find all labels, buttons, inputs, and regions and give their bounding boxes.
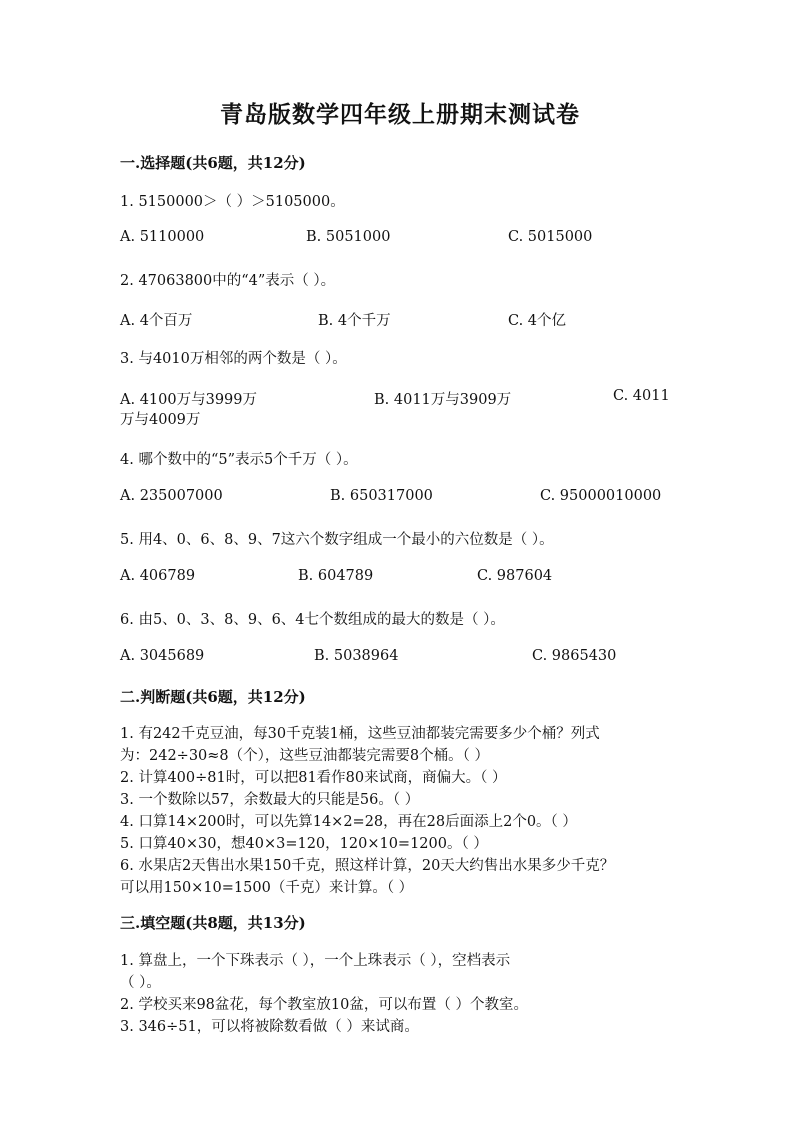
question-2-stem: 2. 47063800中的“4”表示（ ）。 xyxy=(120,273,336,289)
question-6-option-c: C. 9865430 xyxy=(532,648,617,664)
page-title: 青岛版数学四年级上册期末测试卷 xyxy=(220,101,580,128)
question-3-option-c-continued: 万与4009万 xyxy=(120,412,201,428)
question-4-option-a: A. 235007000 xyxy=(120,488,223,504)
fill-blank-line: 3. 346÷51，可以将被除数看做（ ）来试商。 xyxy=(120,1019,419,1035)
question-5-option-c: C. 987604 xyxy=(477,568,553,584)
question-5-stem: 5. 用4、0、6、8、9、7这六个数字组成一个最小的六位数是（ ）。 xyxy=(120,532,554,548)
question-2-option-a: A. 4个百万 xyxy=(120,313,193,329)
question-6-option-b: B. 5038964 xyxy=(314,648,399,664)
question-4-option-c: C. 95000010000 xyxy=(540,488,662,504)
fill-blank-line: 2. 学校买来98盆花，每个教室放10盆，可以布置（ ）个教室。 xyxy=(120,997,528,1013)
section-heading-judgement: 二.判断题(共6题，共12分) xyxy=(120,688,306,706)
judgement-line: 2. 计算400÷81时，可以把81看作80来试商，商偏大。（ ） xyxy=(120,770,507,786)
question-6-option-a: A. 3045689 xyxy=(120,648,205,664)
question-5-option-a: A. 406789 xyxy=(120,568,196,584)
judgement-line: 6. 水果店2天售出水果150千克，照这样计算，20天大约售出水果多少千克？ xyxy=(120,858,615,874)
fill-blank-line: （ ）。 xyxy=(120,975,161,991)
question-3-option-a: A. 4100万与3999万 xyxy=(120,392,257,408)
judgement-line: 5. 口算40×30，想40×3=120，120×10=1200。（ ） xyxy=(120,836,488,852)
judgement-line: 为：242÷30≈8（个），这些豆油都装完需要8个桶。（ ） xyxy=(120,748,489,764)
section-heading-choice: 一.选择题(共6题，共12分) xyxy=(120,154,306,172)
question-4-option-b: B. 650317000 xyxy=(330,488,433,504)
question-4-stem: 4. 哪个数中的“5”表示5个千万（ ）。 xyxy=(120,452,358,468)
question-6-stem: 6. 由5、0、3、8、9、6、4七个数组成的最大的数是（ ）。 xyxy=(120,612,505,628)
section-heading-fill-blank: 三.填空题(共8题，共13分) xyxy=(120,914,306,932)
question-2-option-c: C. 4个亿 xyxy=(508,313,567,329)
question-2-option-b: B. 4个千万 xyxy=(318,313,391,329)
question-3-stem: 3. 与4010万相邻的两个数是（ ）。 xyxy=(120,351,347,367)
fill-blank-line: 1. 算盘上，一个下珠表示（ ），一个上珠表示（ ），空档表示 xyxy=(120,953,511,969)
judgement-line: 可以用150×10=1500（千克）来计算。（ ） xyxy=(120,880,414,896)
fill-blank-list xyxy=(120,950,680,1038)
judgement-line: 1. 有242千克豆油，每30千克装1桶，这些豆油都装完需要多少个桶？列式 xyxy=(120,726,600,742)
question-1-stem: 1. 5150000＞（ ）＞5105000。 xyxy=(120,194,345,210)
judgement-line: 3. 一个数除以57，余数最大的只能是56。（ ） xyxy=(120,792,420,808)
question-5-option-b: B. 604789 xyxy=(298,568,374,584)
question-1-option-c: C. 5015000 xyxy=(508,229,593,245)
question-3-option-c: C. 4011 xyxy=(613,388,670,404)
judgement-line: 4. 口算14×200时，可以先算14×2=28，再在28后面添上2个0。（ ） xyxy=(120,814,577,830)
question-1-option-b: B. 5051000 xyxy=(306,229,391,245)
question-1-option-a: A. 5110000 xyxy=(120,229,205,245)
judgement-list xyxy=(120,723,680,899)
question-3-option-b: B. 4011万与3909万 xyxy=(374,392,512,408)
